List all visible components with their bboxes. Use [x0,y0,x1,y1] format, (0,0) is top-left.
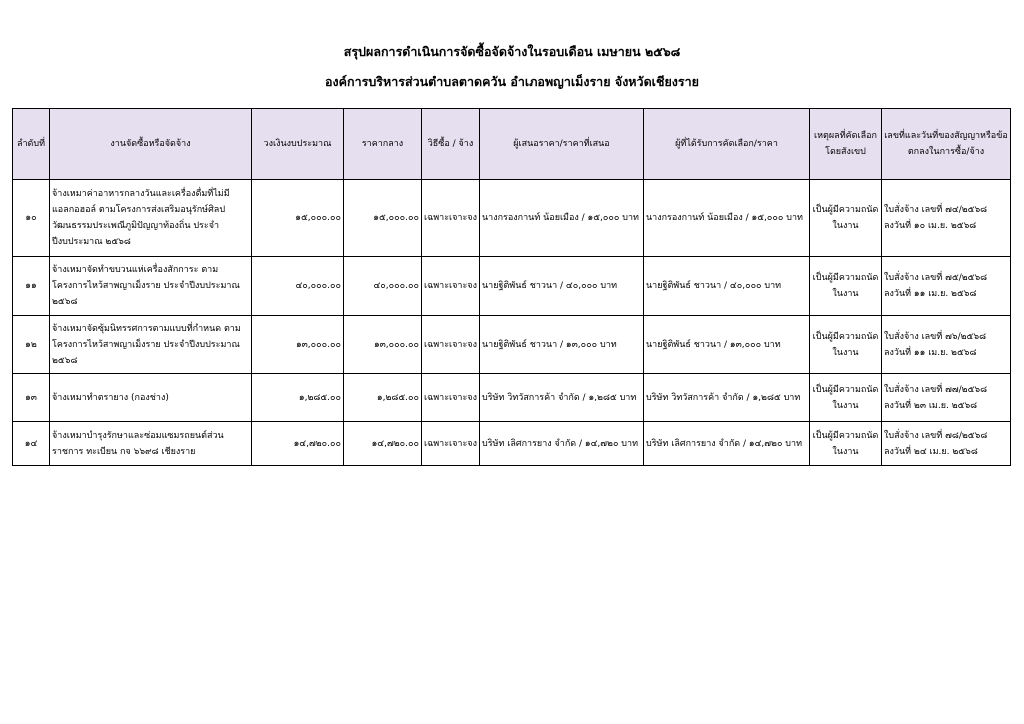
organization-subtitle: องค์การบริหารส่วนตำบลตาดควัน อำเภอพญาเม็งราย จังหวัดเชียงราย [325,74,699,89]
cell-median-price: ๑๕,๐๐๐.๐๐ [344,180,422,257]
cell-median-price: ๑๓,๐๐๐.๐๐ [344,316,422,374]
cell-reason: เป็นผู้มีความถนัดในงาน [810,180,882,257]
cell-winner: นายฐิติพันธ์ ชาวนา / ๔๐,๐๐๐ บาท [644,257,810,316]
header-method: วิธีซื้อ / จ้าง [422,109,480,180]
cell-budget: ๑๓,๐๐๐.๐๐ [252,316,344,374]
header-winner: ผู้ที่ได้รับการคัดเลือก/ราคา [644,109,810,180]
cell-item: จ้างเหมาทำตรายาง (กองช่าง) [50,374,252,422]
cell-no: ๑๑ [13,257,50,316]
cell-reason: เป็นผู้มีความถนัดในงาน [810,374,882,422]
contract-date: ลงวันที่ ๑๐ เม.ย. ๒๕๖๘ [884,221,977,231]
cell-reason: เป็นผู้มีความถนัดในงาน [810,257,882,316]
header-item: งานจัดซื้อหรือจัดจ้าง [50,109,252,180]
contract-number: ใบสั่งจ้าง เลขที่ ๗๗/๒๕๖๘ [884,384,988,395]
table-row [13,316,1011,374]
cell-bidder: บริษัท เลิศการยาง จำกัด / ๑๔,๗๒๐ บาท [480,422,644,466]
cell-bidder: นายฐิติพันธ์ ชาวนา / ๑๓,๐๐๐ บาท [480,316,644,374]
contract-date: ลงวันที่ ๑๑ เม.ย. ๒๕๖๘ [884,289,977,299]
cell-contract [882,374,1011,422]
procurement-table [12,108,1011,466]
cell-item: จ้างเหมาค่าอาหารกลางวันและเครื่องดื่มที่ไม่มีแอลกอฮอล์ ตามโครงการส่งเสริมอนุรักษ์ศิลปวัฒนธรรมประเพณีภูมิปัญญาท้องถิ่น ประจำปีงบประมาณ ๒๕๖๘ [50,180,252,257]
contract-number: ใบสั่งจ้าง เลขที่ ๗๕/๒๕๖๘ [884,273,988,283]
header-no: ลำดับที่ [13,109,50,180]
cell-budget: ๑๕,๐๐๐.๐๐ [252,180,344,257]
cell-contract [882,180,1011,257]
table-row [13,374,1011,422]
cell-median-price: ๑๔,๗๒๐.๐๐ [344,422,422,466]
cell-method: เฉพาะเจาะจง [422,374,480,422]
cell-contract [882,257,1011,316]
table-row [13,180,1011,257]
cell-bidder: บริษัท วิทวัสการค้า จำกัด / ๑,๒๘๕ บาท [480,374,644,422]
cell-method: เฉพาะเจาะจง [422,316,480,374]
cell-reason: เป็นผู้มีความถนัดในงาน [810,316,882,374]
cell-budget: ๔๐,๐๐๐.๐๐ [252,257,344,316]
cell-item: จ้างเหมาจัดทำขบวนแห่เครื่องสักการะ ตามโครงการไหว้สาพญาเม็งราย ประจำปีงบประมาณ ๒๕๖๘ [50,257,252,316]
cell-winner: บริษัท วิทวัสการค้า จำกัด / ๑,๒๘๕ บาท [644,374,810,422]
table-row [13,422,1011,466]
cell-item: จ้างเหมาบำรุงรักษาและซ่อมแซมรถยนต์ส่วนราชการ ทะเบียน กจ ๖๖๙๘ เชียงราย [50,422,252,466]
cell-no: ๑๓ [13,374,50,422]
cell-no: ๑๐ [13,180,50,257]
header-median-price: ราคากลาง [344,109,422,180]
cell-median-price: ๑,๒๘๕.๐๐ [344,374,422,422]
cell-method: เฉพาะเจาะจง [422,180,480,257]
cell-contract [882,316,1011,374]
header-reason: เหตุผลที่คัดเลือกโดยสังเขป [810,109,882,180]
cell-bidder: นายฐิติพันธ์ ชาวนา / ๔๐,๐๐๐ บาท [480,257,644,316]
contract-number: ใบสั่งจ้าง เลขที่ ๗๔/๒๕๖๘ [884,205,988,215]
contract-number: ใบสั่งจ้าง เลขที่ ๗๘/๒๕๖๘ [884,430,988,441]
cell-budget: ๑,๒๘๕.๐๐ [252,374,344,422]
cell-reason: เป็นผู้มีความถนัดในงาน [810,422,882,466]
cell-median-price: ๔๐,๐๐๐.๐๐ [344,257,422,316]
page-title: สรุปผลการดำเนินการจัดซื้อจัดจ้างในรอบเดือน เมษายน ๒๕๖๘ [343,44,681,59]
cell-no: ๑๒ [13,316,50,374]
cell-winner: นางกรองกานท์ น้อยเมือง / ๑๕,๐๐๐ บาท [644,180,810,257]
header-budget: วงเงินงบประมาณ [252,109,344,180]
table-header-row [13,109,1011,180]
cell-winner: นายฐิติพันธ์ ชาวนา / ๑๓,๐๐๐ บาท [644,316,810,374]
cell-method: เฉพาะเจาะจง [422,422,480,466]
cell-contract [882,422,1011,466]
contract-number: ใบสั่งจ้าง เลขที่ ๗๖/๒๕๖๘ [884,331,987,342]
contract-date: ลงวันที่ ๑๑ เม.ย. ๒๕๖๘ [884,347,977,358]
header-bidder: ผู้เสนอราคา/ราคาที่เสนอ [480,109,644,180]
table-row [13,257,1011,316]
cell-no: ๑๔ [13,422,50,466]
header-contract: เลขที่และวันที่ของสัญญาหรือข้อตกลงในการซื้อ/จ้าง [882,109,1011,180]
cell-bidder: นางกรองกานท์ น้อยเมือง / ๑๕,๐๐๐ บาท [480,180,644,257]
cell-winner: บริษัท เลิศการยาง จำกัด / ๑๔,๗๒๐ บาท [644,422,810,466]
cell-budget: ๑๔,๗๒๐.๐๐ [252,422,344,466]
contract-date: ลงวันที่ ๒๓ เม.ย. ๒๕๖๘ [884,400,978,411]
cell-method: เฉพาะเจาะจง [422,257,480,316]
cell-item: จ้างเหมาจัดซุ้มนิทรรศการตามแบบที่กำหนด ตามโครงการไหว้สาพญาเม็งราย ประจำปีงบประมาณ ๒๕๖๘ [50,316,252,374]
contract-date: ลงวันที่ ๒๔ เม.ย. ๒๕๖๘ [884,446,978,457]
